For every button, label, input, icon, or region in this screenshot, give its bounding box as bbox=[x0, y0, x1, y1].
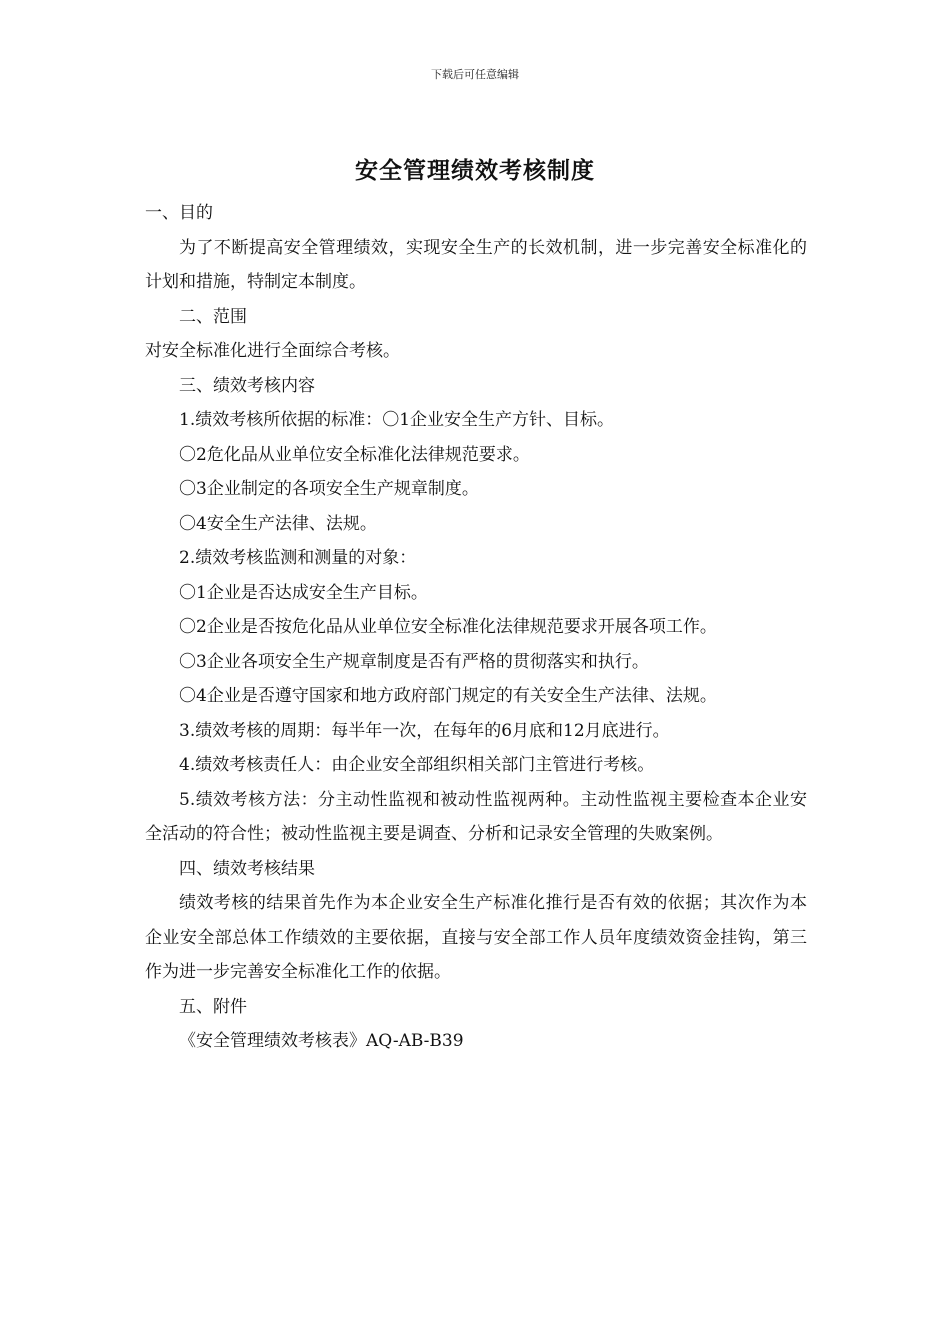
content-item-cycle: 3.绩效考核的周期：每半年一次，在每年的6月底和12月底进行。 bbox=[179, 720, 670, 741]
section-heading-results: 四、绩效考核结果 bbox=[179, 858, 315, 879]
section-heading-scope: 二、范围 bbox=[179, 306, 247, 327]
results-paragraph: 绩效考核的结果首先作为本企业安全生产标准化推行是否有效的依据；其次作为本企业安全部总体工作绩效的主要依据，直接与安全部工作人员年度绩效资金挂钩，第三作为进一步完善安全标准化工作的依据。 bbox=[145, 893, 807, 982]
attachment-reference: 《安全管理绩效考核表》AQ-AB-B39 bbox=[179, 1031, 464, 1051]
content-item-responsible: 4.绩效考核责任人：由企业安全部组织相关部门主管进行考核。 bbox=[179, 755, 655, 775]
objects-subitem-4: 〇4企业是否遵守国家和地方政府部门规定的有关安全生产法律、法规。 bbox=[179, 686, 717, 706]
section-heading-purpose: 一、目的 bbox=[145, 203, 213, 223]
scope-paragraph: 对安全标准化进行全面综合考核。 bbox=[145, 341, 400, 361]
document-title: 安全管理绩效考核制度 bbox=[355, 158, 595, 184]
content-subitem-4: 〇4安全生产法律、法规。 bbox=[179, 513, 377, 534]
objects-subitem-2: 〇2企业是否按危化品从业单位安全标准化法律规范要求开展各项工作。 bbox=[179, 617, 717, 637]
objects-subitem-1: 〇1企业是否达成安全生产目标。 bbox=[179, 582, 428, 603]
section-heading-attachment: 五、附件 bbox=[179, 996, 247, 1017]
content-subitem-2: 〇2危化品从业单位安全标准化法律规范要求。 bbox=[179, 444, 530, 465]
content-item-standards: 1.绩效考核所依据的标准：〇1企业安全生产方针、目标。 bbox=[179, 410, 615, 430]
content-item-objects: 2.绩效考核监测和测量的对象： bbox=[179, 548, 417, 568]
section-heading-content: 三、绩效考核内容 bbox=[179, 375, 315, 396]
purpose-paragraph: 为了不断提高安全管理绩效，实现安全生产的长效机制，进一步完善安全标准化的计划和措施，特制定本制度。 bbox=[145, 237, 807, 292]
header-note: 下载后可任意编辑 bbox=[431, 68, 519, 81]
content-subitem-3: 〇3企业制定的各项安全生产规章制度。 bbox=[179, 479, 479, 499]
content-item-method: 5.绩效考核方法：分主动性监视和被动性监视两种。主动性监视主要检查本企业安全活动的符合性；被动性监视主要是调查、分析和记录安全管理的失败案例。 bbox=[145, 789, 807, 844]
objects-subitem-3: 〇3企业各项安全生产规章制度是否有严格的贯彻落实和执行。 bbox=[179, 651, 649, 672]
document-body bbox=[145, 196, 807, 1059]
